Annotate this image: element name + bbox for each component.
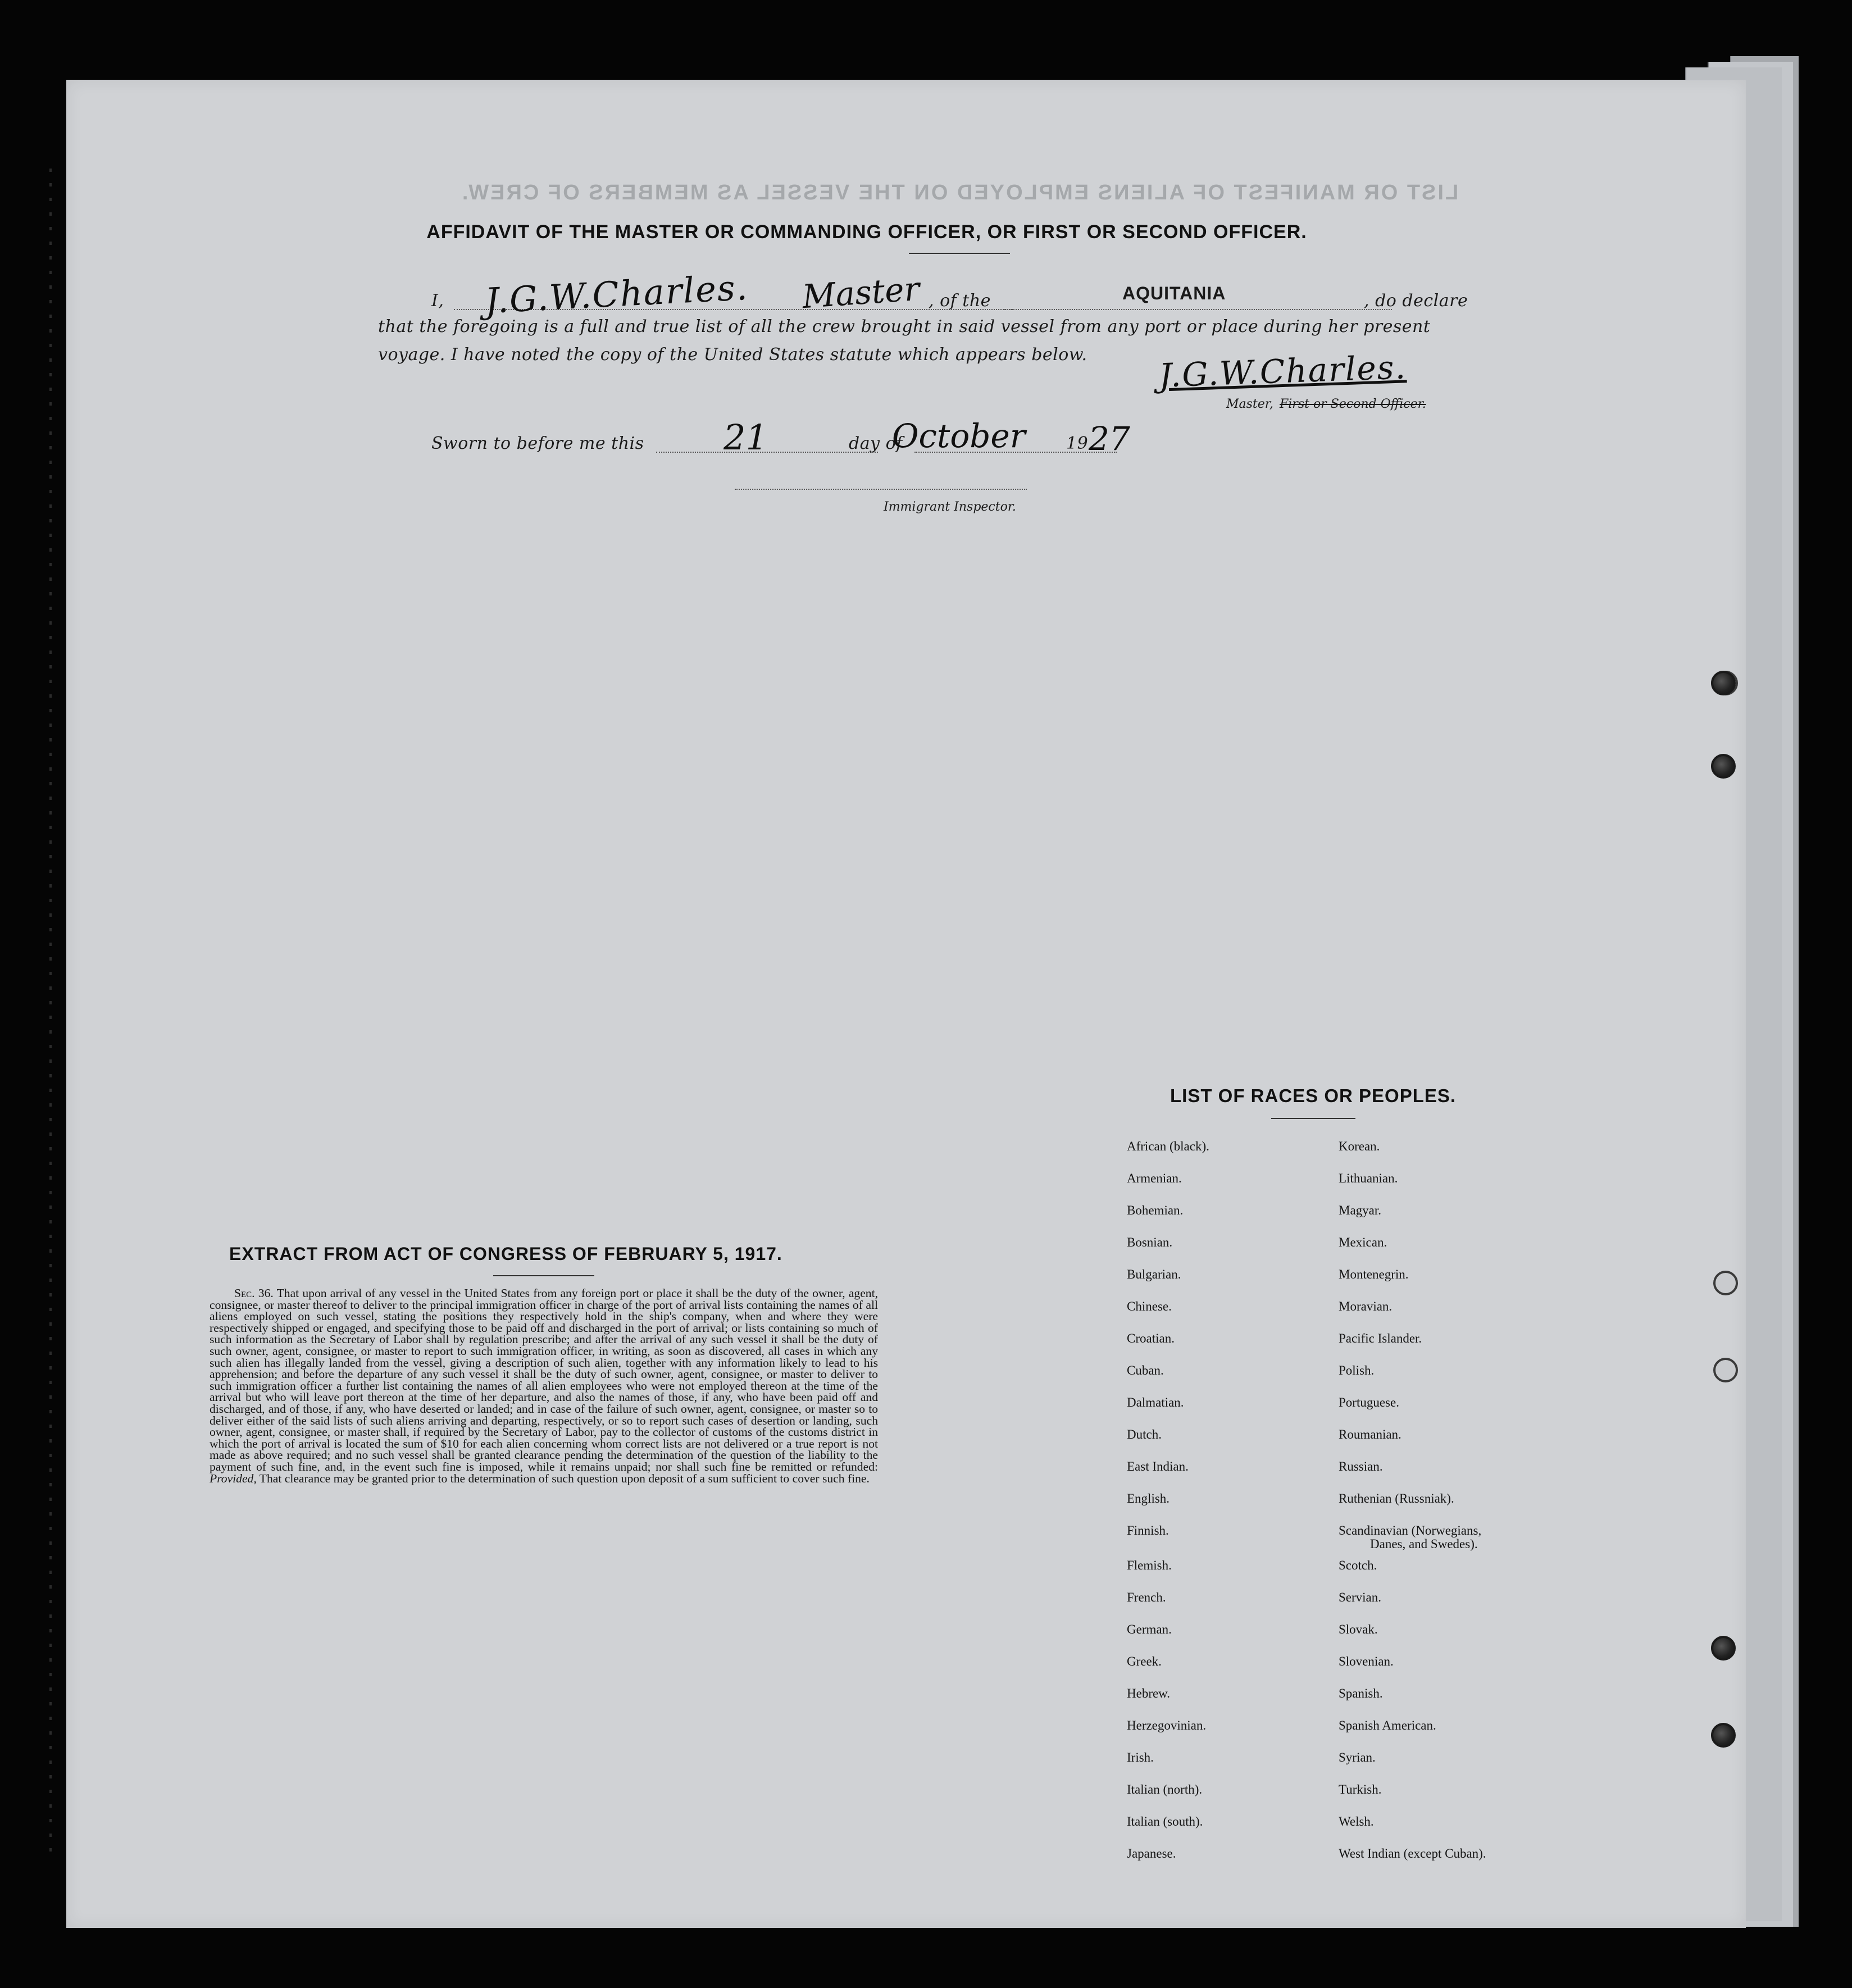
race-item: Polish.	[1339, 1363, 1375, 1377]
race-item: Welsh.	[1339, 1814, 1374, 1828]
race-item: Spanish.	[1339, 1686, 1383, 1700]
left-margin-perforation	[49, 169, 52, 1854]
race-item: Moravian.	[1339, 1299, 1393, 1313]
bleed-through-text: LIST OR MANIFEST OF ALIENS EMPLOYED ON THE VESSEL AS MEMBERS OF CREW.	[460, 181, 1459, 204]
race-item: Spanish American.	[1339, 1718, 1436, 1732]
do-declare-label: , do declare	[1364, 291, 1468, 311]
race-item: Pacific Islander.	[1339, 1331, 1422, 1345]
race-item: East Indian.	[1127, 1459, 1189, 1473]
race-item: Hebrew.	[1127, 1686, 1171, 1700]
race-item: African (black).	[1127, 1139, 1209, 1153]
race-item: Irish.	[1127, 1750, 1154, 1764]
ship-name: AQUITANIA	[1122, 283, 1226, 303]
section-text: That upon arrival of any vessel in the United States from any foreign port or place it shall be the duty of the owner, agent, consignee, or master thereof to deliver to the principal immigration officer in charge of the port of arrival lists containing the names of all aliens employed on such vessel, stating the positions they respectively hold in the ship's company, when and where they were respectively shipped or engaged, and specifying those to be paid off and discharged in the port of arrival; or lists containing so much of such information as the Secretary of Labor shall by regulation prescribe; and after the arrival of any such vessel it shall be the duty of such owner, agent, consignee, or master to report to such immigration officer, in writing, as soon as discovered, all cases in which any such alien has illegally landed from the vessel, giving a description of such alien, together with any information likely to lead to his apprehension; and before the departure of any such vessel it shall be the duty of such owner, agent, consignee, or master to deliver to such immigration officer a further list containing the names of all alien employees who were not employed thereon at the time of the arrival but who will leave port thereon at the time of her departure, and also the names of those, if any, who have been paid off and discharged, and of those, if any, who have deserted or landed; and in case of the failure of such owner, agent, consignee, or master so to deliver either of the said lists of such aliens arriving and departing, respectively, or so to report such cases of desertion or landing, such owner, agent, consignee, or master shall, if required by the Secretary of Labor, pay to the collector of customs of the customs district in which the port of arrival is located the sum of $10 for each alien concerning whom correct lists are not delivered or a true report is not made as above required; and no such vessel shall be granted clearance pending the determination of the question of the liability to the payment of such fine, and, in the event such fine is imposed, while it remains unpaid; nor shall such fine be remitted or refunded:	[210, 1286, 878, 1473]
extract-body	[210, 1288, 878, 1484]
race-item: Bulgarian.	[1127, 1267, 1181, 1281]
handwritten-month: October	[892, 417, 1026, 455]
race-item: German.	[1127, 1622, 1172, 1636]
race-item: Turkish.	[1339, 1782, 1382, 1796]
race-item: Slovenian.	[1339, 1654, 1394, 1668]
race-item: Scotch.	[1339, 1558, 1377, 1572]
races-title-rule	[1271, 1118, 1355, 1119]
race-item: Montenegrin.	[1339, 1267, 1409, 1281]
extract-title-rule	[493, 1275, 594, 1276]
signature-label-struck: First or Second Officer.	[1280, 397, 1426, 411]
day-of-label: day of	[849, 434, 903, 453]
handwritten-rank: Master	[800, 269, 921, 316]
race-item: Bohemian.	[1127, 1203, 1184, 1217]
binder-hole	[1713, 1271, 1738, 1295]
affidavit-line-2: that the foregoing is a full and true list of all the crew brought in said vessel from any port or place during her present	[378, 317, 1431, 336]
binder-hole	[1711, 671, 1736, 695]
race-item-scandinavian	[1339, 1524, 1486, 1559]
race-item: Italian (south).	[1127, 1814, 1203, 1828]
races-column-b	[1339, 1140, 1486, 1879]
race-item: Dalmatian.	[1127, 1395, 1184, 1409]
race-item: Slovak.	[1339, 1622, 1378, 1636]
handwritten-year: 27	[1089, 420, 1130, 458]
binder-hole	[1711, 1636, 1736, 1661]
races-column-a	[1127, 1140, 1209, 1879]
binder-hole	[1711, 754, 1736, 779]
race-item: West Indian (except Cuban).	[1339, 1846, 1486, 1860]
section-text-end: That clearance may be granted prior to the determination of such question upon deposit of a sum sufficient to cover such fine.	[259, 1471, 870, 1485]
race-item-continuation: Danes, and Swedes).	[1370, 1537, 1478, 1551]
race-item: Portuguese.	[1339, 1395, 1399, 1409]
race-item: Japanese.	[1127, 1846, 1176, 1860]
handwritten-master-name: J.G.W.Charles.	[484, 266, 749, 322]
title-rule	[909, 253, 1010, 254]
sworn-label: Sworn to before me this	[431, 434, 644, 453]
race-item: Russian.	[1339, 1459, 1383, 1473]
race-item: Korean.	[1339, 1139, 1380, 1153]
inspector-label: Immigrant Inspector.	[884, 500, 1016, 514]
provided-label: Provided,	[210, 1471, 257, 1485]
race-item: Greek.	[1127, 1654, 1162, 1668]
affidavit-line-3: voyage. I have noted the copy of the United States statute which appears below.	[378, 345, 1087, 365]
race-item: Croatian.	[1127, 1331, 1175, 1345]
signature-label-master: Master,	[1226, 397, 1273, 411]
race-item: Finnish.	[1127, 1523, 1169, 1537]
affidavit-i-label: I,	[431, 291, 444, 311]
race-item: French.	[1127, 1590, 1166, 1604]
race-item: Italian (north).	[1127, 1782, 1203, 1796]
master-signature: J.G.W.Charles.	[1158, 348, 1407, 395]
affidavit-title: AFFIDAVIT OF THE MASTER OR COMMANDING OFFICER, OR FIRST OR SECOND OFFICER.	[426, 221, 1307, 243]
extract-title: EXTRACT FROM ACT OF CONGRESS OF FEBRUARY 5, 1917.	[229, 1244, 782, 1264]
races-title: LIST OF RACES OR PEOPLES.	[1170, 1085, 1457, 1106]
race-item: Roumanian.	[1339, 1427, 1401, 1441]
race-item: Chinese.	[1127, 1299, 1172, 1313]
race-item: Syrian.	[1339, 1750, 1376, 1764]
race-item: Servian.	[1339, 1590, 1382, 1604]
binder-hole	[1711, 1723, 1736, 1748]
race-item: Ruthenian (Russniak).	[1339, 1491, 1454, 1505]
of-the-label: , of the	[929, 291, 991, 311]
section-label: Sec. 36.	[234, 1286, 274, 1300]
manifest-page	[66, 80, 1746, 1928]
race-item: Magyar.	[1339, 1203, 1382, 1217]
race-item: Dutch.	[1127, 1427, 1162, 1441]
race-item: Lithuanian.	[1339, 1171, 1398, 1185]
race-item: Herzegovinian.	[1127, 1718, 1207, 1732]
vessel-blank	[1004, 309, 1392, 310]
race-item: English.	[1127, 1491, 1170, 1505]
binder-hole	[1713, 1358, 1738, 1382]
race-item-label: Scandinavian (Norwegians,	[1339, 1523, 1482, 1537]
inspector-signature-blank	[735, 489, 1027, 490]
race-item: Mexican.	[1339, 1235, 1387, 1249]
year-prefix: 19	[1066, 434, 1089, 453]
race-item: Cuban.	[1127, 1363, 1164, 1377]
race-item: Bosnian.	[1127, 1235, 1173, 1249]
race-item: Armenian.	[1127, 1171, 1182, 1185]
race-item: Flemish.	[1127, 1558, 1172, 1572]
handwritten-day: 21	[723, 417, 768, 458]
